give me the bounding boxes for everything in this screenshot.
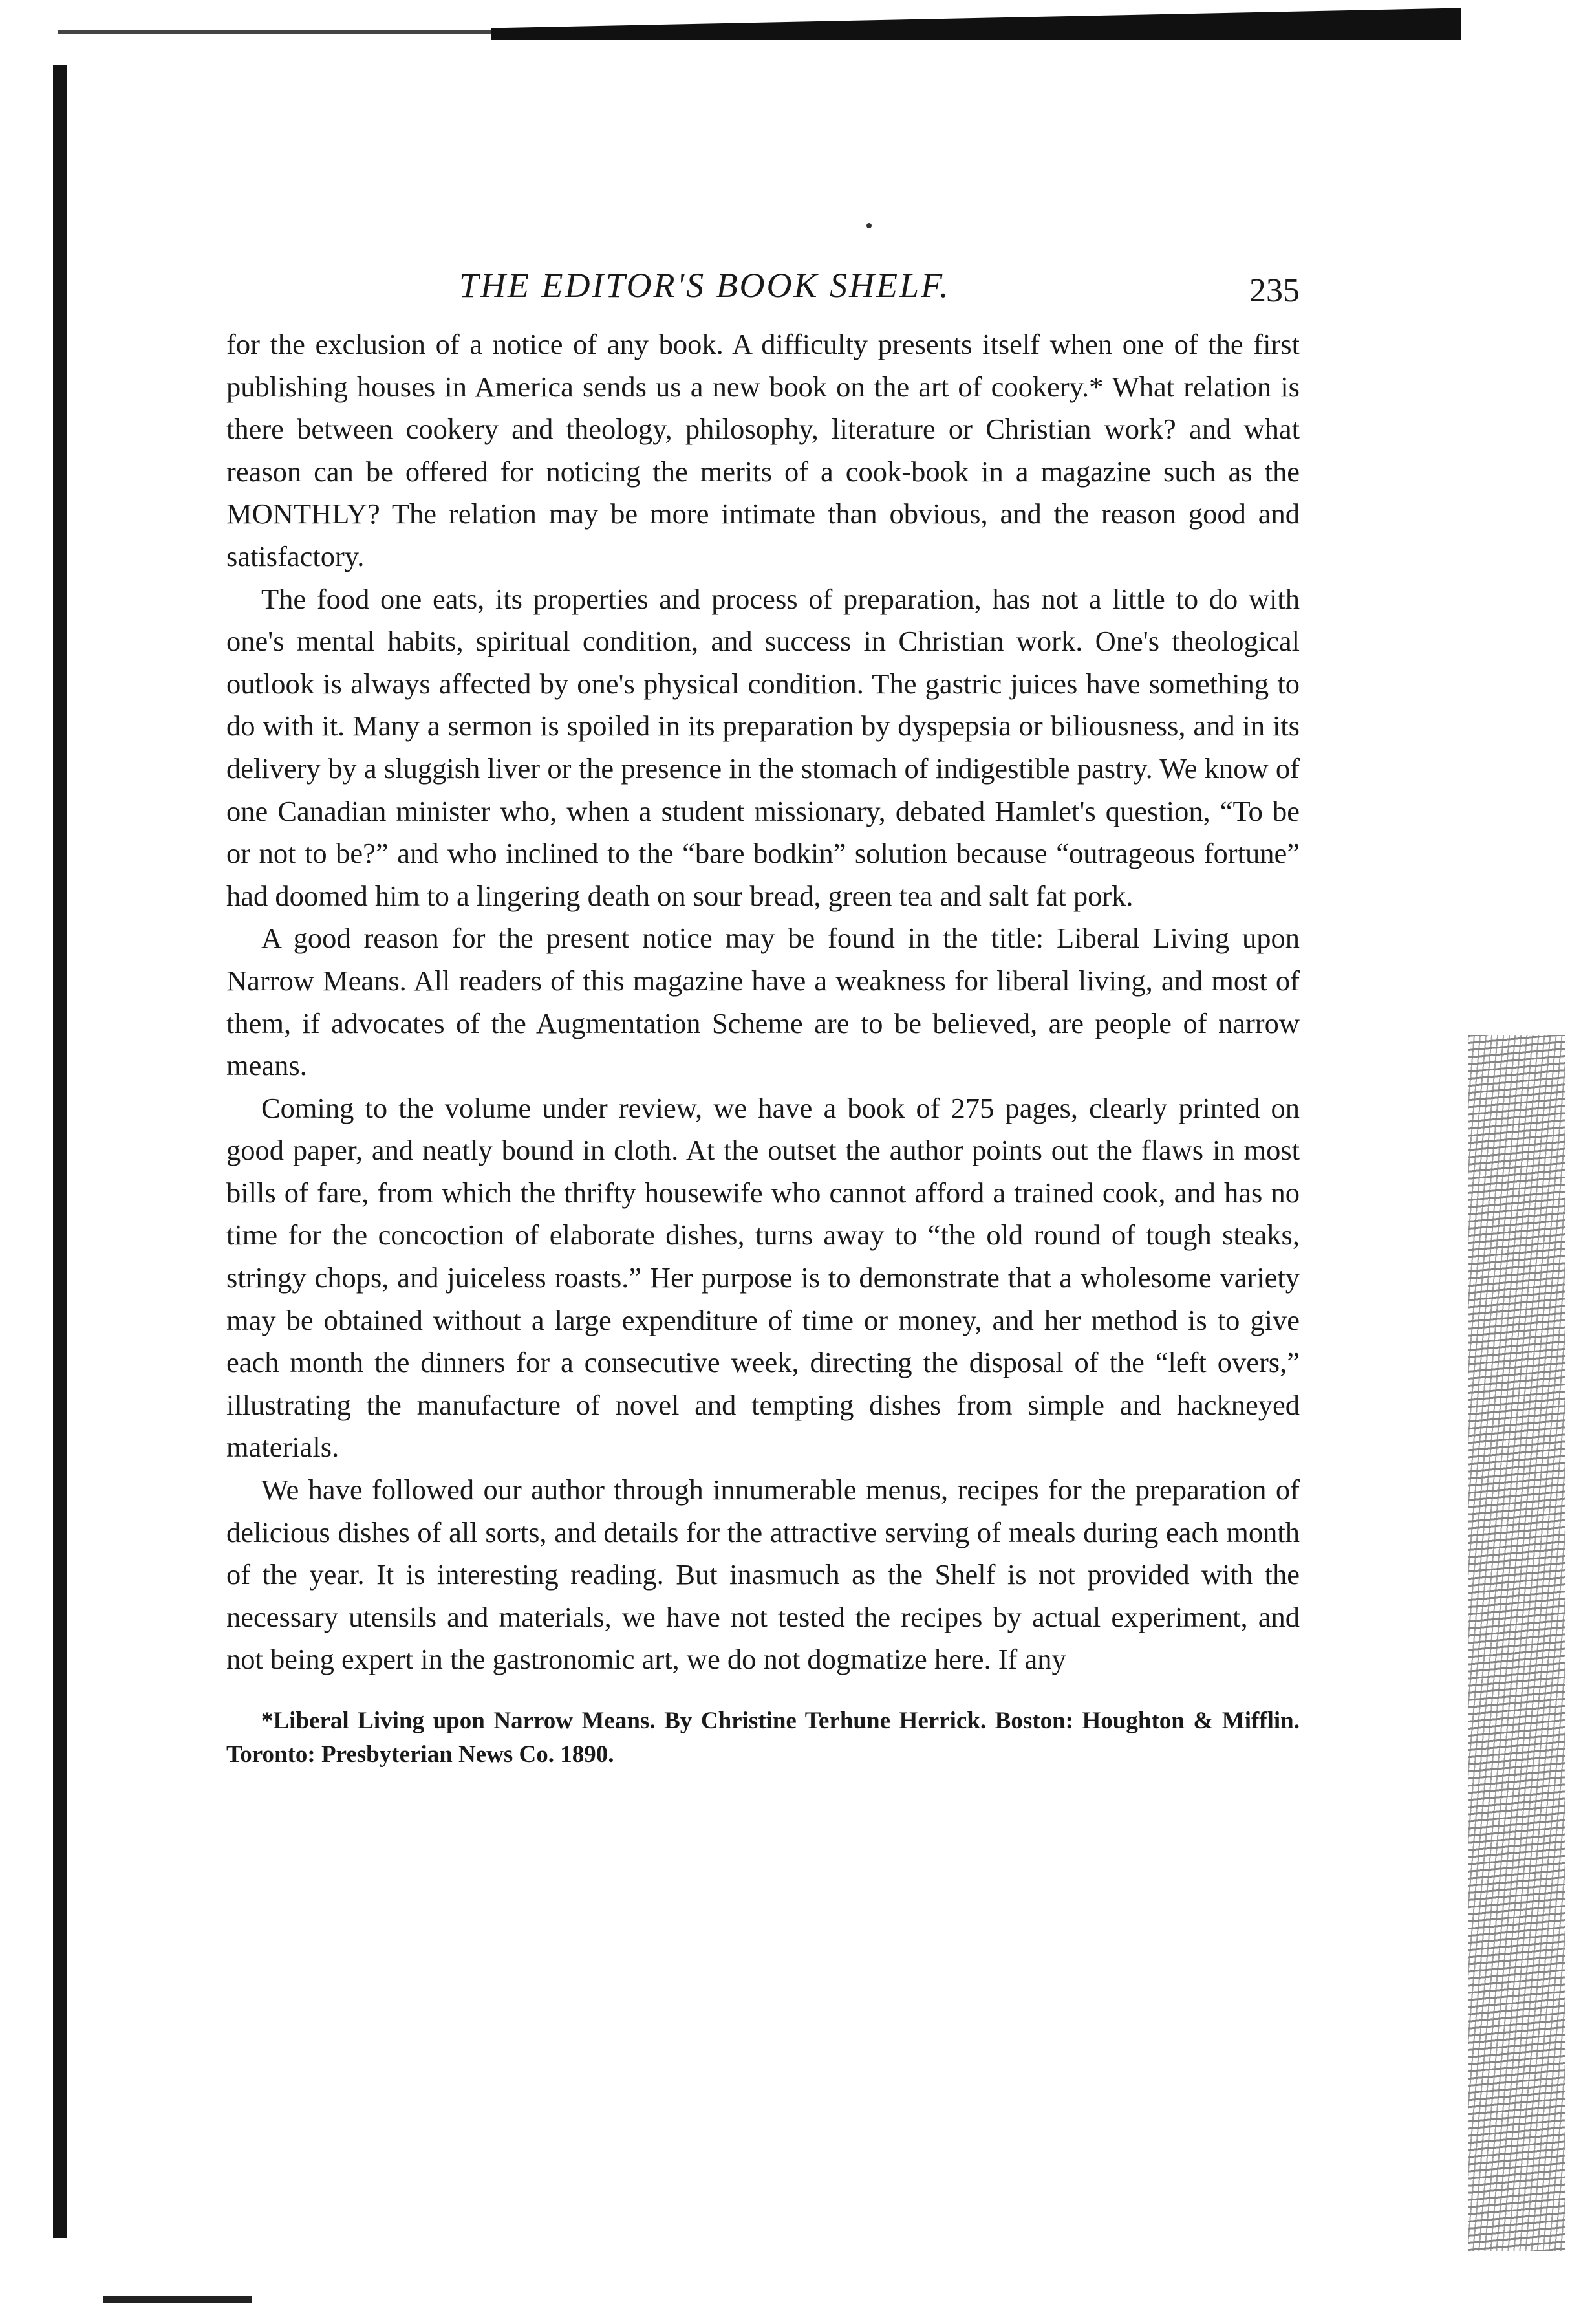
running-head <box>226 265 1300 323</box>
book-page <box>226 265 1300 1772</box>
body-text <box>226 323 1300 1681</box>
page-number: 235 <box>1249 272 1300 309</box>
paragraph-2: The food one eats, its properties and process of preparation, has not a little to do with one's mental habits, spiritual condition, and success in Christian work. One's theological outlook is always affected by one's physical condition. The gastric juices have something to do with it. Many a sermon is spoiled in its preparation by dyspepsia or biliousness, and in its delivery by a sluggish liver or the presence in the stomach of indigestible pastry. We know of one Canadian minister who, when a student missionary, debated Hamlet's question, “To be or not to be?” and who inclined to the “bare bodkin” solution because “outrageous fortune” had doomed him to a lingering death on sour bread, green tea and salt fat pork. <box>226 582 1300 912</box>
scan-speck <box>866 223 872 228</box>
scan-edge-noise <box>1468 1035 1565 2251</box>
paragraph-4: Coming to the volume under review, we have a book of 275 pages, clearly printed on good paper, and neatly bound in cloth. At the outset the author points out the flaws in most bills of fare, from which the thrifty housewife who cannot afford a trained cook, and has no time for the concoction of elaborate dishes, turns away to “the old round of tough steaks, stringy chops, and juiceless roasts.” Her purpose is to demonstrate that a wholesome variety may be obtained without a large expenditure of time or money, and her method is to give each month the dinners for a consecutive week, directing the disposal of the “left overs,” illustrating the manufacture of novel and tempting dishes from simple and hackneyed materials. <box>226 1091 1300 1464</box>
scan-bottom-mark <box>103 2296 252 2303</box>
paragraph-3: A good reason for the present notice may be found in the title: Liberal Living upon Narrow Means. All readers of this magazine have a weakness for liberal living, and most of them, if advocates of the Augmentation Scheme are to be believed, are people of narrow means. <box>226 922 1300 1082</box>
scan-edge-line <box>58 30 511 34</box>
scan-binding-shadow <box>53 65 67 2238</box>
running-title: THE EDITOR'S BOOK SHELF. <box>459 266 951 305</box>
scan-top-shadow <box>491 0 1461 40</box>
paragraph-5: We have followed our author through innumerable menus, recipes for the preparation of delicious dishes of all sorts, and details for the attractive serving of meals during each month of the year. It is interesting reading. But inasmuch as the Shelf is not provided with the necessary utensils and materials, we have not tested the recipes by actual experiment, and not being expert in the gastronomic art, we do not dogmatize here. If any <box>226 1473 1300 1676</box>
footnote: *Liberal Living upon Narrow Means. By Christine Terhune Herrick. Boston: Houghton & Mifflin. Toronto: Presbyterian News Co. 1890. <box>226 1708 1300 1768</box>
paragraph-1: for the exclusion of a notice of any book. A difficulty presents itself when one of the first publishing houses in America sends us a new book on the art of cookery.* What relation is there between cookery and theology, philosophy, literature or Christian work? and what reason can be offered for noticing the merits of a cook-book in a magazine such as the MONTHLY? The relation may be more intimate than obvious, and the reason good and satisfactory. <box>226 328 1300 572</box>
